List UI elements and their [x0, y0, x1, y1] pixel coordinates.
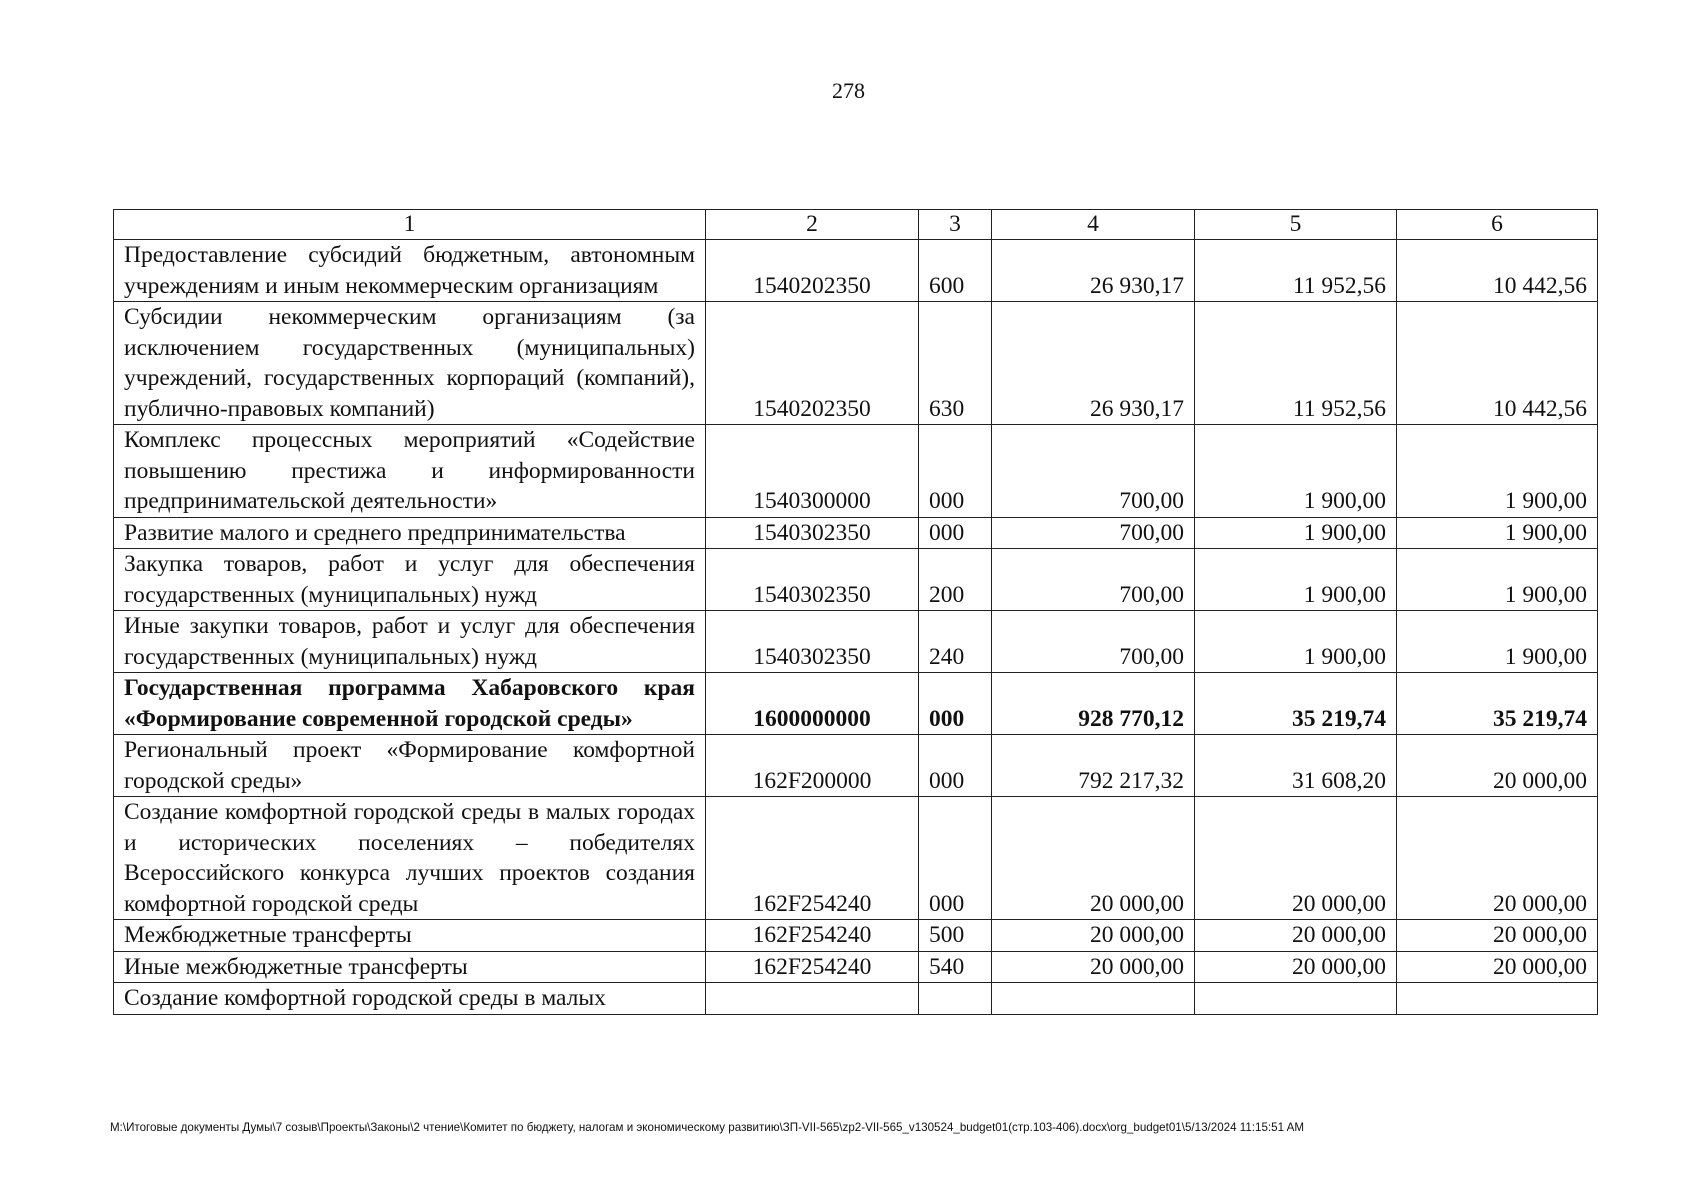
row-value-6: 20 000,00: [1397, 735, 1598, 797]
row-name: Региональный проект «Формирование комфортной городской среды»: [114, 735, 706, 797]
row-vr: 000: [919, 673, 992, 735]
page-number: 278: [832, 78, 865, 103]
row-vr: 540: [919, 951, 992, 983]
row-value-5: 11 952,56: [1195, 302, 1397, 425]
row-code: 1540300000: [706, 425, 919, 518]
row-value-5: 31 608,20: [1195, 735, 1397, 797]
row-value-4: 700,00: [992, 549, 1195, 611]
row-name: Развитие малого и среднего предпринимательства: [114, 517, 706, 549]
row-value-5: 1 900,00: [1195, 425, 1397, 518]
row-code: 1540302350: [706, 549, 919, 611]
row-code: 1540202350: [706, 302, 919, 425]
row-vr: 000: [919, 425, 992, 518]
row-value-6: 10 442,56: [1397, 240, 1598, 302]
row-value-6: 1 900,00: [1397, 549, 1598, 611]
row-value-5: 20 000,00: [1195, 920, 1397, 952]
row-value-5: 35 219,74: [1195, 673, 1397, 735]
table-row-program: [114, 673, 1598, 735]
table-row: [114, 517, 1598, 549]
table-row: [114, 920, 1598, 952]
row-code: 1540302350: [706, 517, 919, 549]
row-name: Создание комфортной городской среды в малых: [114, 983, 706, 1015]
row-value-5: 1 900,00: [1195, 549, 1397, 611]
row-name: Иные межбюджетные трансферты: [114, 951, 706, 983]
row-value-6: 20 000,00: [1397, 797, 1598, 920]
row-value-4: 928 770,12: [992, 673, 1195, 735]
row-name: Создание комфортной городской среды в малых городах и исторических поселениях – победителях Всероссийского конкурса лучших проектов создания комфортной городской среды: [114, 797, 706, 920]
row-code: 162F254240: [706, 951, 919, 983]
row-vr: 500: [919, 920, 992, 952]
row-value-4: 20 000,00: [992, 951, 1195, 983]
row-vr: 200: [919, 549, 992, 611]
table-row: [114, 302, 1598, 425]
row-value-6: 20 000,00: [1397, 920, 1598, 952]
row-name: Межбюджетные трансферты: [114, 920, 706, 952]
header-col-3: 3: [919, 210, 992, 240]
table-row: [114, 735, 1598, 797]
row-name: Иные закупки товаров, работ и услуг для обеспечения государственных (муниципальных) нужд: [114, 611, 706, 673]
header-row: [114, 210, 1598, 240]
table-body: [114, 240, 1598, 1015]
budget-table: [113, 209, 1598, 1015]
row-vr: 240: [919, 611, 992, 673]
file-path-footer: M:\Итоговые документы Думы\7 созыв\Проекты\Законы\2 чтение\Комитет по бюджету, налогам и экономическому развитию\ЗП-VII-565\zp2-VII-565_v130524_budget01(стр.103-406).docx\org_budget01\5/13/2024 11:15:51 AM: [110, 1121, 1304, 1134]
table-row: [114, 951, 1598, 983]
row-vr: [919, 983, 992, 1015]
row-value-4: [992, 983, 1195, 1015]
row-value-4: 700,00: [992, 611, 1195, 673]
table-row: [114, 425, 1598, 518]
row-code: 1540302350: [706, 611, 919, 673]
row-value-4: 26 930,17: [992, 240, 1195, 302]
row-vr: 000: [919, 735, 992, 797]
row-vr: 000: [919, 517, 992, 549]
row-code: 1540202350: [706, 240, 919, 302]
row-value-4: 700,00: [992, 425, 1195, 518]
row-value-6: 1 900,00: [1397, 517, 1598, 549]
header-col-2: 2: [706, 210, 919, 240]
header-col-4: 4: [992, 210, 1195, 240]
row-value-6: 35 219,74: [1397, 673, 1598, 735]
table-row: [114, 549, 1598, 611]
row-value-6: 1 900,00: [1397, 425, 1598, 518]
row-name: Предоставление субсидий бюджетным, автономным учреждениям и иным некоммерческим организациям: [114, 240, 706, 302]
row-value-4: 792 217,32: [992, 735, 1195, 797]
table-row: [114, 240, 1598, 302]
table-row: [114, 983, 1598, 1015]
row-value-5: [1195, 983, 1397, 1015]
row-value-5: 1 900,00: [1195, 611, 1397, 673]
row-value-6: [1397, 983, 1598, 1015]
row-name: Государственная программа Хабаровского края «Формирование современной городской среды»: [114, 673, 706, 735]
row-code: 1600000000: [706, 673, 919, 735]
table-row: [114, 797, 1598, 920]
row-code: 162F200000: [706, 735, 919, 797]
header-col-6: 6: [1397, 210, 1598, 240]
row-vr: 630: [919, 302, 992, 425]
row-value-4: 20 000,00: [992, 920, 1195, 952]
row-value-5: 11 952,56: [1195, 240, 1397, 302]
table-row: [114, 611, 1598, 673]
row-vr: 000: [919, 797, 992, 920]
row-value-5: 20 000,00: [1195, 951, 1397, 983]
header-col-1: 1: [114, 210, 706, 240]
row-value-4: 700,00: [992, 517, 1195, 549]
row-code: [706, 983, 919, 1015]
row-code: 162F254240: [706, 797, 919, 920]
row-vr: 600: [919, 240, 992, 302]
row-name: Субсидии некоммерческим организациям (за исключением государственных (муниципальных) учреждений, государственных корпораций (компаний), публично-правовых компаний): [114, 302, 706, 425]
row-value-5: 1 900,00: [1195, 517, 1397, 549]
row-value-6: 10 442,56: [1397, 302, 1598, 425]
row-value-4: 20 000,00: [992, 797, 1195, 920]
row-name: Закупка товаров, работ и услуг для обеспечения государственных (муниципальных) нужд: [114, 549, 706, 611]
row-name: Комплекс процессных мероприятий «Содействие повышению престижа и информированности предпринимательской деятельности»: [114, 425, 706, 518]
header-col-5: 5: [1195, 210, 1397, 240]
row-value-5: 20 000,00: [1195, 797, 1397, 920]
row-value-4: 26 930,17: [992, 302, 1195, 425]
row-code: 162F254240: [706, 920, 919, 952]
row-value-6: 1 900,00: [1397, 611, 1598, 673]
row-value-6: 20 000,00: [1397, 951, 1598, 983]
